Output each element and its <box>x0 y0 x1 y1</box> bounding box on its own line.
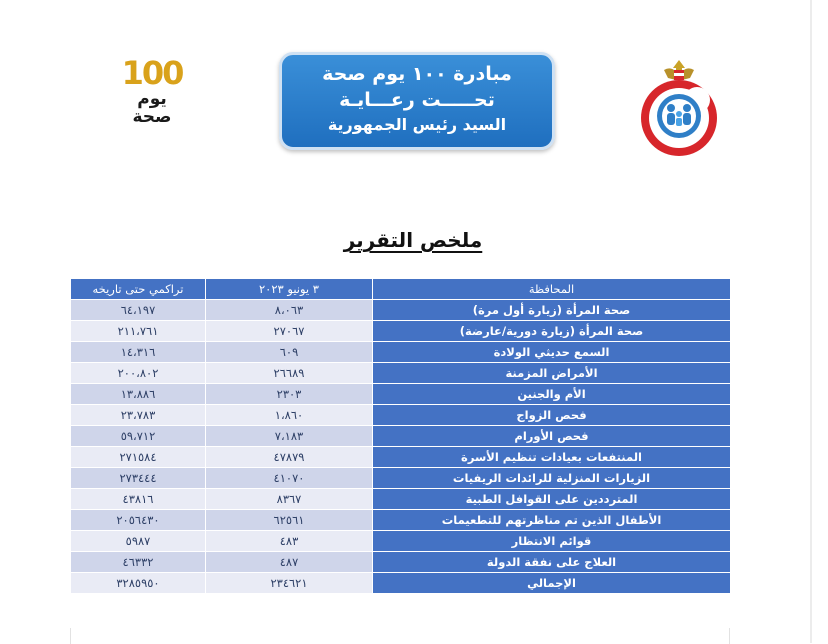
row-label: صحة المرأة (زيارة دورية/عارضة) <box>373 321 731 342</box>
row-day-value: ٢٣٠٣ <box>206 384 373 405</box>
table-row <box>71 489 731 510</box>
report-table <box>70 278 731 594</box>
initiative-line3: السيد رئيس الجمهورية <box>327 115 507 134</box>
hundred-days-logo <box>112 56 192 130</box>
row-cumulative-value: ٥٩٨٧ <box>71 531 206 552</box>
column-header-day: ٣ يونيو ٢٠٢٣ <box>206 279 373 300</box>
row-day-value: ٢٧٠٦٧ <box>206 321 373 342</box>
row-day-value: ٨٣٦٧ <box>206 489 373 510</box>
table-row <box>71 321 731 342</box>
row-label: الزيارات المنزلية للرائدات الريفيات <box>373 468 731 489</box>
table-total-row <box>71 573 731 594</box>
table-row <box>71 363 731 384</box>
row-day-value: ٧،١٨٣ <box>206 426 373 447</box>
row-day-value: ٤٧٨٧٩ <box>206 447 373 468</box>
table-row <box>71 531 731 552</box>
row-label: الأم والجنين <box>373 384 731 405</box>
row-day-value: ٦٢٥٦١ <box>206 510 373 531</box>
table-row <box>71 468 731 489</box>
ministry-of-health-emblem-icon <box>636 56 722 160</box>
table-row <box>71 300 731 321</box>
table-row <box>71 510 731 531</box>
initiative-banner <box>279 52 555 150</box>
hundred-days-logo-number: 100 <box>121 54 183 92</box>
row-day-value: ٢٦٦٨٩ <box>206 363 373 384</box>
row-cumulative-value: ٢٠٠،٨٠٢ <box>71 363 206 384</box>
row-cumulative-value: ٤٦٣٣٢ <box>71 552 206 573</box>
table-header-row <box>71 279 731 300</box>
row-cumulative-value: ٢٠٥٦٤٣٠ <box>71 510 206 531</box>
hundred-days-logo-line1: يوم <box>137 89 167 109</box>
row-label: المنتفعات بعيادات تنظيم الأسرة <box>373 447 731 468</box>
table-row <box>71 384 731 405</box>
row-day-value: ٨،٠٦٣ <box>206 300 373 321</box>
row-cumulative-value: ٦٤،١٩٧ <box>71 300 206 321</box>
row-day-value: ٤١٠٧٠ <box>206 468 373 489</box>
ministry-emblem-svg <box>636 56 722 160</box>
hundred-days-logo-line2: صحة <box>132 107 172 127</box>
row-cumulative-value: ٥٩،٧١٢ <box>71 426 206 447</box>
row-label: السمع حديثي الولادة <box>373 342 731 363</box>
row-day-value: ٦٠٩ <box>206 342 373 363</box>
row-cumulative-value: ١٤،٣١٦ <box>71 342 206 363</box>
table-row <box>71 447 731 468</box>
page-bottom-frame <box>70 628 730 644</box>
row-label: فحص الزواج <box>373 405 731 426</box>
initiative-line2: تحـــــت رعـــايـة <box>339 89 495 111</box>
column-header-governorate: المحافظة <box>373 279 731 300</box>
row-cumulative-value: ٢٣،٧٨٣ <box>71 405 206 426</box>
report-title: ملخص التقرير <box>343 228 483 252</box>
page-edge-rule <box>810 0 812 643</box>
row-cumulative-value: ٢٧١٥٨٤ <box>71 447 206 468</box>
row-day-value: ٤٨٣ <box>206 531 373 552</box>
table-row <box>71 426 731 447</box>
row-cumulative-value: ٢١١،٧٦١ <box>71 321 206 342</box>
row-cumulative-value: ٤٣٨١٦ <box>71 489 206 510</box>
table-row <box>71 342 731 363</box>
total-label: الإجمالي <box>373 573 731 594</box>
row-label: العلاج على نفقة الدولة <box>373 552 731 573</box>
initiative-line1: مبادرة ١٠٠ يوم صحة <box>322 63 512 85</box>
total-cumulative-value: ٣٢٨٥٩٥٠ <box>71 573 206 594</box>
row-label: فحص الأورام <box>373 426 731 447</box>
row-cumulative-value: ٢٧٣٤٤٤ <box>71 468 206 489</box>
row-label: الأطفال الذين تم مناظرتهم للتطعيمات <box>373 510 731 531</box>
row-label: صحة المرأة (زيارة أول مرة) <box>373 300 731 321</box>
row-day-value: ١،٨٦٠ <box>206 405 373 426</box>
table-row <box>71 552 731 573</box>
column-header-cumulative: تراكمي حتى تاريخه <box>71 279 206 300</box>
row-label: الأمراض المزمنة <box>373 363 731 384</box>
row-label: قوائم الانتظار <box>373 531 731 552</box>
row-label: المترددين على القوافل الطبية <box>373 489 731 510</box>
row-cumulative-value: ١٣،٨٨٦ <box>71 384 206 405</box>
total-day-value: ٢٣٤٦٢١ <box>206 573 373 594</box>
row-day-value: ٤٨٧ <box>206 552 373 573</box>
table-row <box>71 405 731 426</box>
